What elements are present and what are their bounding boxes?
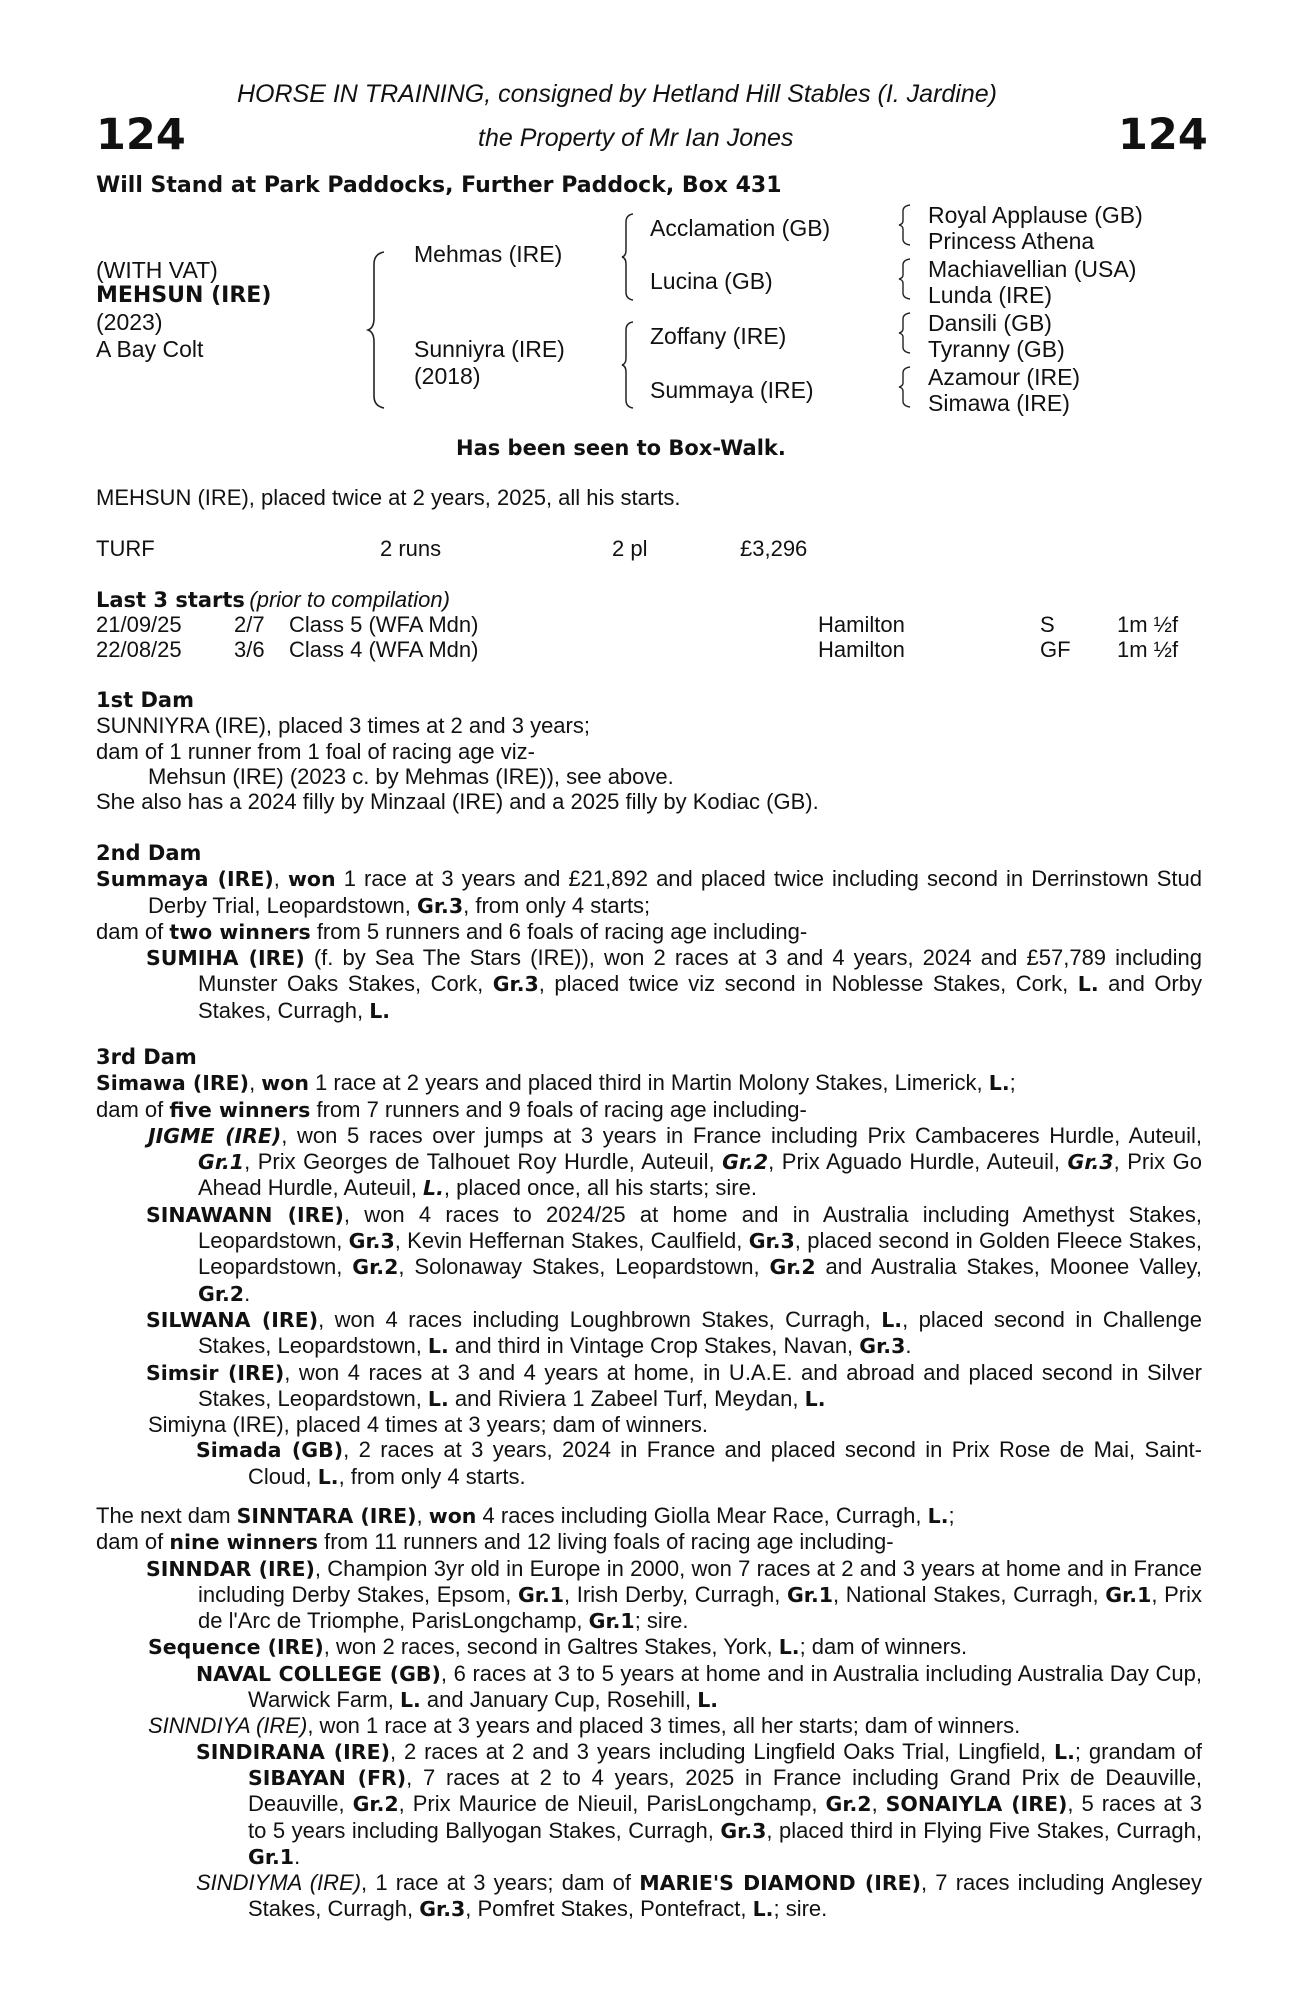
pedigree-brace-g4: [897, 365, 913, 409]
lot-number-left: 124: [96, 110, 186, 160]
box-walk-notice: Has been seen to Box-Walk.: [456, 436, 786, 460]
start-going: GF: [1040, 637, 1071, 662]
first-dam-title: 1st Dam: [96, 688, 194, 712]
record-placed: 2 pl: [612, 536, 648, 561]
consignor-line: HORSE IN TRAINING, consigned by Hetland Hill Stables (I. Jardine): [237, 80, 997, 108]
first-dam-line: Mehsun (IRE) (2023 c. by Mehmas (IRE)), see above.: [148, 763, 674, 789]
last-starts-note: (prior to compilation): [249, 587, 450, 612]
third-dam-progeny: Simiyna (IRE), placed 4 times at 3 years; dam of winners.: [148, 1412, 708, 1438]
ggp-3: Machiavellian (USA): [928, 256, 1137, 282]
race-summary: MEHSUN (IRE), placed twice at 2 years, 2025, all his starts.: [96, 485, 681, 510]
pedigree-brace-g3: [897, 311, 913, 355]
ggp-4: Lunda (IRE): [928, 282, 1053, 308]
third-dam-entry: Simawa (IRE), won 1 race at 2 years and placed third in Martin Molony Stakes, Limerick, L.;: [96, 1070, 1016, 1096]
first-dam-line: She also has a 2024 filly by Minzaal (IRE) and a 2025 filly by Kodiac (GB).: [96, 789, 819, 815]
dam-year: (2018): [414, 363, 481, 389]
first-dam-line: dam of 1 runner from 1 foal of racing age viz-: [96, 738, 535, 764]
third-dam-progeny: JIGME (IRE), won 5 races over jumps at 3 years in France including Prix Cambaceres Hurdle, Auteuil, Gr.1, Prix Georges de Talhouet Roy Hurdle, Auteuil, Gr.2, Prix Aguado Hurdle, Auteuil, Gr.3, Prix Go Ahead Hurdle, Auteuil, L., placed once, all his starts; sire.: [148, 1122, 1202, 1201]
next-dam-progeny: SINNDAR (IRE), Champion 3yr old in Europe in 2000, won 7 races at 2 and 3 years at home and in France including Derby Stakes, Epsom, Gr.1, Irish Derby, Curragh, Gr.1, National Stakes, Curragh, Gr.1, Prix de l'Arc de Triomphe, ParisLongchamp, Gr.1; sire.: [146, 1555, 1202, 1634]
second-dam-progeny: SUMIHA (IRE) (f. by Sea The Stars (IRE)), won 2 races at 3 and 4 years, 2024 and £57,789 including Munster Oaks Stakes, Cork, Gr.3, placed twice viz second in Noblesse Stakes, Cork, L. and Orby Stakes, Curragh, L.: [146, 945, 1202, 1023]
horse-name: MEHSUN (IRE): [96, 283, 272, 308]
next-dam-progeny: Sequence (IRE), won 2 races, second in Galtres Stakes, York, L.; dam of winners.: [148, 1634, 968, 1660]
start-course: Hamilton: [818, 612, 905, 637]
next-dam-grandprogeny: NAVAL COLLEGE (GB), 6 races at 3 to 5 years at home and in Australia including Australia Day Cup, Warwick Farm, L. and January Cup, Rosehill, L.: [196, 1660, 1202, 1713]
vat-label: (WITH VAT): [96, 257, 218, 283]
start-course: Hamilton: [818, 637, 905, 662]
dam-sire: Zoffany (IRE): [650, 323, 787, 349]
second-dam-produce: dam of two winners from 5 runners and 6 foals of racing age including-: [96, 918, 808, 944]
second-dam-entry: Summaya (IRE), won 1 race at 3 years and £21,892 and placed twice including second in Derrinstown Stud Derby Trial, Leopardstown, Gr.3, from only 4 starts;: [96, 866, 1202, 918]
last-starts-heading: [96, 587, 450, 613]
third-dam-progeny: SILWANA (IRE), won 4 races including Loughbrown Stakes, Curragh, L., placed second in Challenge Stakes, Leopardstown, L. and third in Vintage Crop Stakes, Navan, Gr.3.: [146, 1306, 1202, 1359]
second-dam-section: [96, 841, 1202, 1024]
sire-sire: Acclamation (GB): [650, 215, 831, 241]
horse-year: (2023): [96, 309, 163, 335]
start-position: 3/6: [234, 637, 265, 662]
pedigree-brace-g1: [897, 203, 913, 247]
start-going: S: [1040, 612, 1055, 637]
pedigree-brace-dam: [620, 320, 636, 410]
pedigree-brace-g2: [897, 257, 913, 301]
next-dam-entry: The next dam SINNTARA (IRE), won 4 races including Giolla Mear Race, Curragh, L.;: [96, 1503, 955, 1528]
start-position: 2/7: [234, 612, 265, 637]
ggp-1: Royal Applause (GB): [928, 202, 1143, 228]
start-race: Class 5 (WFA Mdn): [289, 612, 479, 637]
pedigree-brace-sire: [620, 212, 636, 302]
sire-dam: Lucina (GB): [650, 268, 773, 294]
third-dam-progeny: Simsir (IRE), won 4 races at 3 and 4 years at home, in U.A.E. and abroad and placed second in Silver Stakes, Leopardstown, L. and Riviera 1 Zabeel Turf, Meydan, L.: [146, 1359, 1202, 1411]
third-dam-grandprogeny: Simada (GB), 2 races at 3 years, 2024 in France and placed second in Prix Rose de Mai, Saint-Cloud, L., from only 4 starts.: [196, 1437, 1202, 1489]
record-earnings: £3,296: [740, 536, 808, 561]
third-dam-progeny: SINAWANN (IRE), won 4 races to 2024/25 at home and in Australia including Amethyst Stakes, Leopardstown, Gr.3, Kevin Heffernan Stakes, Caulfield, Gr.3, placed second in Golden Fleece Stakes, Leopardstown, Gr.2, Solonaway Stakes, Leopardstown, Gr.2 and Australia Stakes, Moonee Valley, Gr.2.: [146, 1201, 1203, 1306]
start-date: 22/08/25: [96, 637, 182, 662]
start-distance: 1m ½f: [1117, 637, 1179, 662]
dam-dam: Summaya (IRE): [650, 377, 814, 403]
next-dam-produce: dam of nine winners from 11 runners and 12 living foals of racing age including-: [96, 1529, 894, 1555]
last-starts-title: Last 3 starts: [96, 588, 245, 612]
dam-name: Sunniyra (IRE): [414, 336, 565, 362]
ggp-8: Simawa (IRE): [928, 390, 1070, 416]
horse-description: A Bay Colt: [96, 336, 204, 362]
ggp-6: Tyranny (GB): [928, 336, 1065, 362]
next-dam-section: [96, 1503, 1202, 1923]
start-date: 21/09/25: [96, 612, 182, 637]
start-race: Class 4 (WFA Mdn): [289, 637, 479, 662]
next-dam-progeny: SINNDIYA (IRE), won 1 race at 3 years and placed 3 times, all her starts; dam of winners.: [148, 1713, 1021, 1739]
next-dam-grandprogeny: SINDIRANA (IRE), 2 races at 2 and 3 years including Lingfield Oaks Trial, Lingfield, L.; grandam of SIBAYAN (FR), 7 races at 2 to 4 years, 2025 in France including Grand Prix de Deauville, Deauville, Gr.2, Prix Maurice de Nieuil, ParisLongchamp, Gr.2, SONAIYLA (IRE), 5 races at 3 to 5 years including Ballyogan Stakes, Curragh, Gr.3, placed third in Flying Five Stakes, Curragh, Gr.1.: [196, 1738, 1203, 1869]
ggp-5: Dansili (GB): [928, 310, 1052, 336]
first-dam-section: [96, 688, 1202, 814]
third-dam-section: [96, 1045, 1202, 1490]
third-dam-produce: dam of five winners from 7 runners and 9 foals of racing age including-: [96, 1096, 807, 1122]
first-dam-line: SUNNIYRA (IRE), placed 3 times at 2 and 3 years;: [96, 713, 590, 739]
ggp-2: Princess Athena: [928, 228, 1095, 254]
third-dam-title: 3rd Dam: [96, 1045, 197, 1069]
record-surface: TURF: [96, 536, 155, 561]
start-distance: 1m ½f: [1117, 612, 1179, 637]
stand-line: Will Stand at Park Paddocks, Further Paddock, Box 431: [96, 173, 782, 198]
pedigree-brace-main: [366, 250, 388, 410]
second-dam-title: 2nd Dam: [96, 841, 202, 865]
ggp-7: Azamour (IRE): [928, 364, 1081, 390]
lot-number-right: 124: [1118, 110, 1208, 160]
property-line: the Property of Mr Ian Jones: [478, 124, 794, 152]
sire-name: Mehmas (IRE): [414, 241, 563, 267]
record-runs: 2 runs: [380, 536, 442, 561]
next-dam-grandprogeny: SINDIYMA (IRE), 1 race at 3 years; dam of MARIE'S DIAMOND (IRE), 7 races including Anglesey Stakes, Curragh, Gr.3, Pomfret Stakes, Pontefract, L.; sire.: [196, 1870, 1202, 1922]
